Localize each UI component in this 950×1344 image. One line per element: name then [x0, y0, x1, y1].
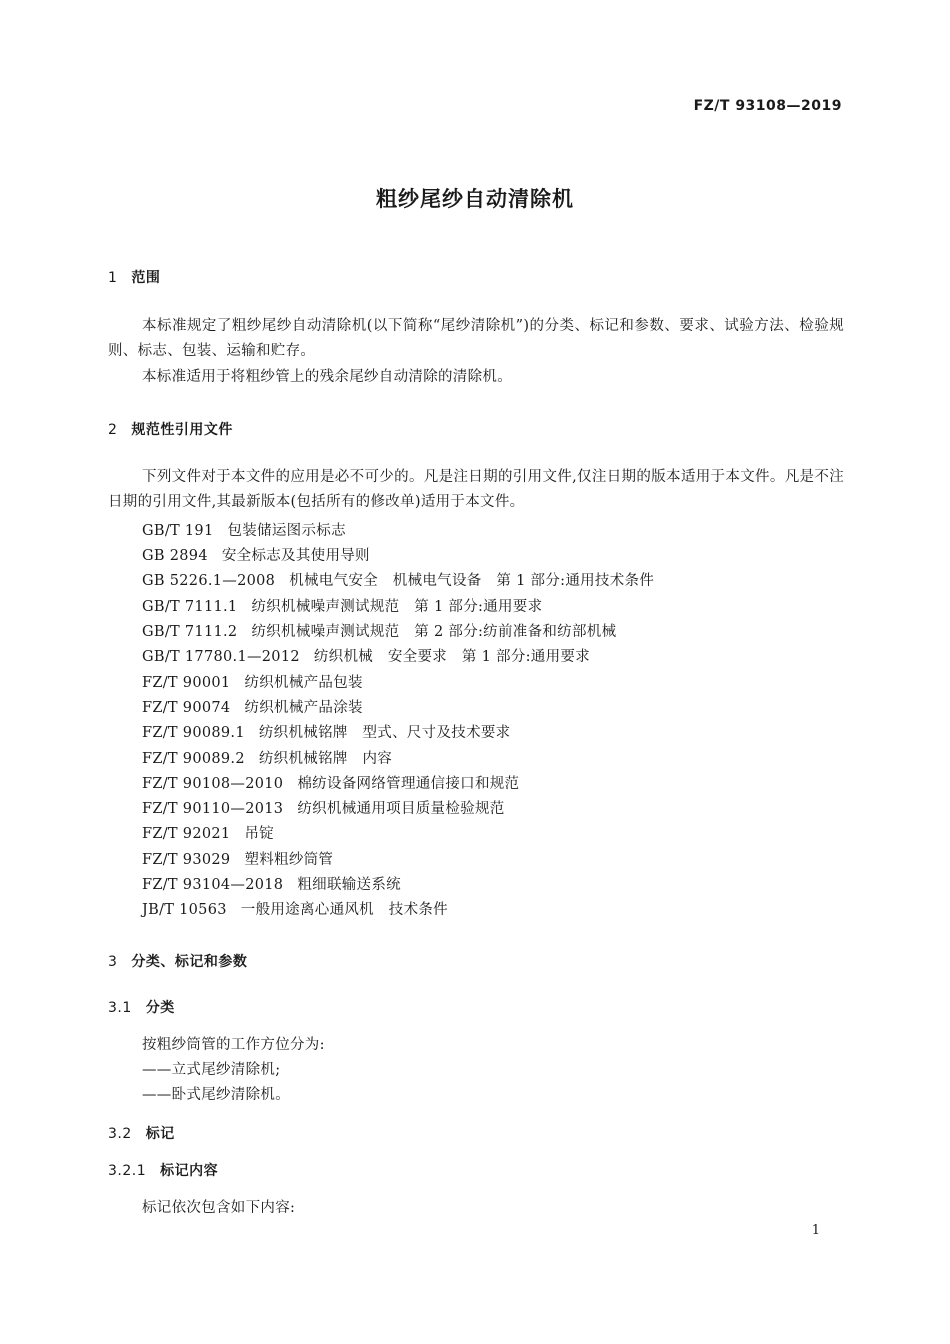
- section-3-1-intro: 按粗纱筒管的工作方位分为:: [142, 1037, 325, 1053]
- section-1-heading: 1 范围: [108, 270, 161, 286]
- page-number: 1: [811, 1223, 820, 1238]
- reference-item: GB/T 17780.1—2012 纺织机械 安全要求 第 1 部分:通用要求: [142, 649, 591, 665]
- reference-item: FZ/T 90089.1 纺织机械铭牌 型式、尺寸及技术要求: [142, 725, 511, 741]
- reference-item: FZ/T 90108—2010 棉纺设备网络管理通信接口和规范: [142, 776, 520, 792]
- section-3-2-heading: 3.2 标记: [108, 1126, 175, 1142]
- reference-item: GB/T 7111.2 纺织机械噪声测试规范 第 2 部分:纺前准备和纺部机械: [142, 624, 617, 640]
- reference-item: GB/T 7111.1 纺织机械噪声测试规范 第 1 部分:通用要求: [142, 599, 543, 615]
- section-1-paragraph-1: 本标准规定了粗纱尾纱自动清除机(以下简称“尾纱清除机”)的分类、标记和参数、要求、试验方法、检验规则、标志、包装、运输和贮存。: [108, 318, 844, 359]
- reference-item: GB 2894 安全标志及其使用导则: [142, 548, 370, 564]
- section-2-heading: 2 规范性引用文件: [108, 422, 233, 438]
- reference-item: FZ/T 90089.2 纺织机械铭牌 内容: [142, 751, 393, 767]
- document-title: 粗纱尾纱自动清除机: [376, 187, 574, 211]
- reference-item: FZ/T 90074 纺织机械产品涂装: [142, 700, 363, 716]
- reference-item: FZ/T 90110—2013 纺织机械通用项目质量检验规范: [142, 801, 505, 817]
- section-3-heading: 3 分类、标记和参数: [108, 954, 248, 970]
- reference-item: FZ/T 90001 纺织机械产品包装: [142, 675, 363, 691]
- reference-item: FZ/T 93104—2018 粗细联输送系统: [142, 877, 401, 893]
- section-3-2-1-intro: 标记依次包含如下内容:: [142, 1200, 296, 1216]
- reference-item: FZ/T 92021 吊锭: [142, 826, 275, 842]
- section-1-paragraph-2: 本标准适用于将粗纱管上的残余尾纱自动清除的清除机。: [142, 369, 512, 385]
- list-item: ——立式尾纱清除机;: [142, 1062, 281, 1078]
- standard-code: FZ/T 93108—2019: [693, 98, 842, 114]
- reference-item: JB/T 10563 一般用途离心通风机 技术条件: [142, 902, 448, 918]
- section-3-2-1-heading: 3.2.1 标记内容: [108, 1163, 219, 1179]
- reference-item: FZ/T 93029 塑料粗纱筒管: [142, 852, 334, 868]
- reference-item: GB 5226.1—2008 机械电气安全 机械电气设备 第 1 部分:通用技术条件: [142, 573, 655, 589]
- section-2-intro: 下列文件对于本文件的应用是必不可少的。凡是注日期的引用文件,仅注日期的版本适用于本文件。凡是不注日期的引用文件,其最新版本(包括所有的修改单)适用于本文件。: [108, 469, 844, 510]
- reference-item: GB/T 191 包装储运图示标志: [142, 523, 346, 539]
- list-item: ——卧式尾纱清除机。: [142, 1087, 290, 1103]
- section-3-1-heading: 3.1 分类: [108, 1000, 175, 1016]
